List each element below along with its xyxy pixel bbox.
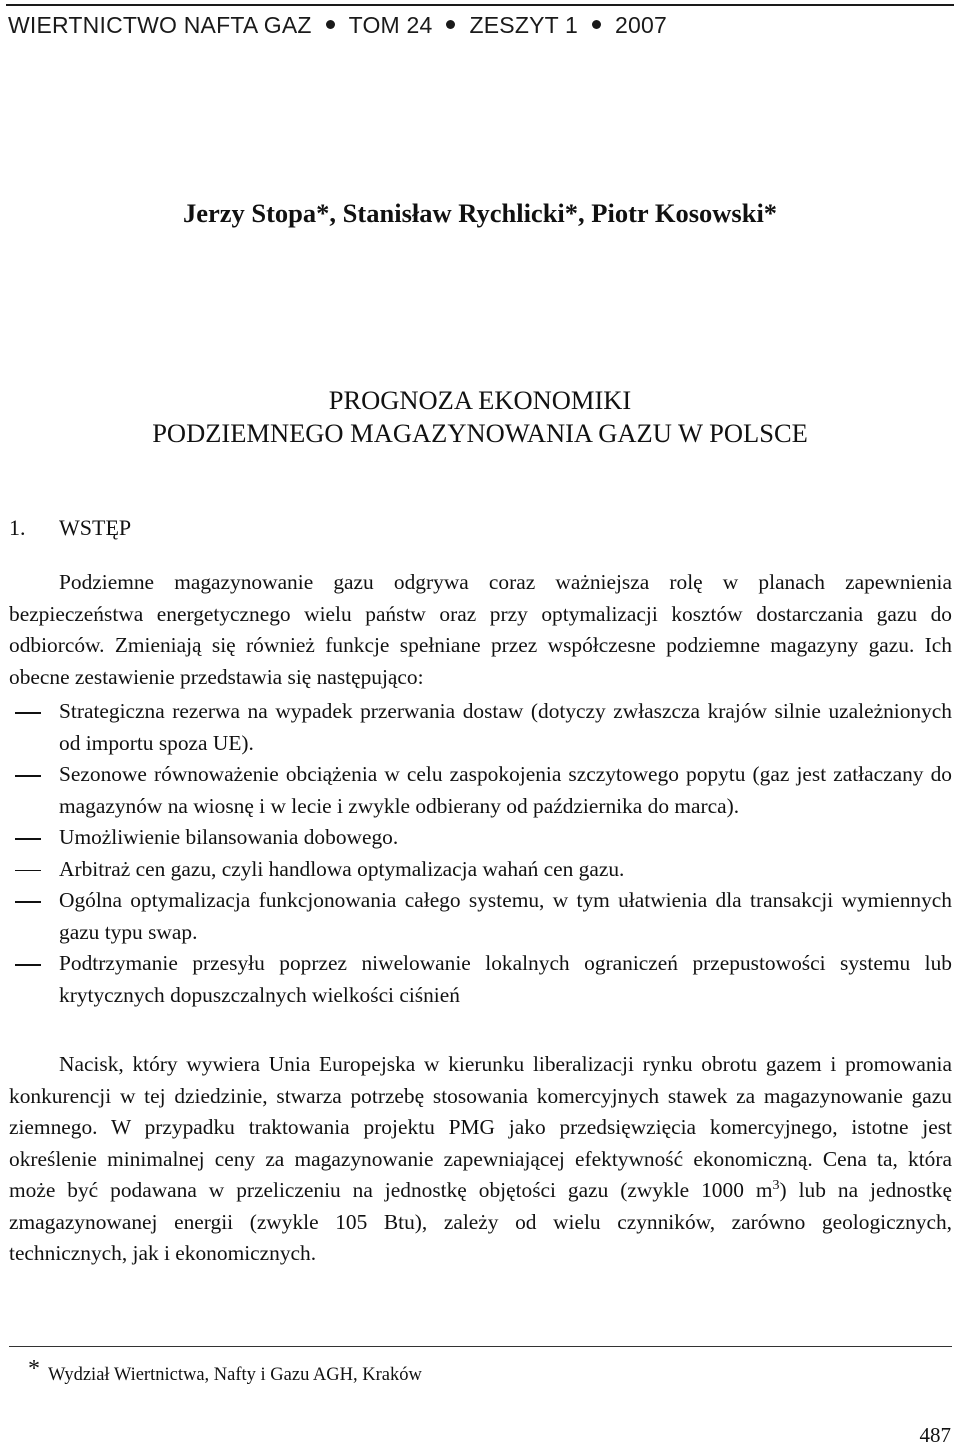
bullet-dot-icon bbox=[326, 20, 335, 29]
bullet-dot-icon bbox=[446, 20, 455, 29]
list-item bbox=[9, 854, 952, 886]
list-item bbox=[9, 948, 952, 1011]
title-line-2: PODZIEMNEGO MAGAZYNOWANIA GAZU W POLSCE bbox=[152, 418, 808, 448]
intro-paragraph bbox=[9, 567, 952, 693]
section-title: WSTĘP bbox=[59, 515, 132, 540]
dash-icon bbox=[15, 964, 41, 966]
footnote-mark: * bbox=[28, 1356, 40, 1382]
dash-icon bbox=[15, 838, 41, 840]
paragraph-part: Nacisk, który wywiera Unia Europejska w kierunku liberalizacji rynku obrotu gazem i promowania konkurencji w tej dziedzinie, stwarza potrzebę stosowania komercyjnych stawek za magazynowanie gazu ziemnego. W przypadku traktowania projektu PMG jako przedsięwzięcia komercyjnego, istotne jest określenie minimalnej ceny za magazynowanie zapewniającej efektywność ekonomiczną. Cena ta, która może być podawana w przeliczeniu na jednostkę objętości gazu (zwykle 1000 m bbox=[9, 1052, 952, 1202]
title-line-1: PROGNOZA EKONOMIKI bbox=[328, 385, 632, 415]
second-paragraph bbox=[9, 1049, 952, 1270]
issue: ZESZYT 1 bbox=[469, 12, 579, 38]
list-item-text: Ogólna optymalizacja funkcjonowania całego systemu, w tym ułatwienia dla transakcji wymiennych gazu typu swap. bbox=[59, 888, 952, 944]
bullet-dot-icon bbox=[592, 20, 601, 29]
running-header bbox=[8, 10, 667, 40]
footnote-text: Wydział Wiertnictwa, Nafty i Gazu AGH, Kraków bbox=[48, 1365, 422, 1385]
functions-list bbox=[9, 696, 952, 1011]
footnote bbox=[28, 1358, 422, 1390]
authors: Jerzy Stopa*, Stanisław Rychlicki*, Piotr Kosowski* bbox=[182, 198, 778, 228]
dash-icon bbox=[15, 712, 41, 714]
list-item bbox=[9, 696, 952, 759]
list-item-text: Umożliwienie bilansowania dobowego. bbox=[59, 825, 399, 849]
journal-name: WIERTNICTWO NAFTA GAZ bbox=[8, 12, 312, 38]
list-item bbox=[9, 759, 952, 822]
paragraph-part: ) lub na jednostkę zmagazynowanej energii (zwykle 105 Btu), zależy od wielu czynników, zarówno geologicznych, technicznych, jak i ekonomicznych. bbox=[9, 1178, 952, 1265]
list-item-text: Sezonowe równoważenie obciążenia w celu zaspokojenia szczytowego popytu (gaz jest zatłaczany do magazynów na wiosnę i w lecie i zwykle odbierany od października do marca). bbox=[59, 762, 952, 818]
dash-icon bbox=[15, 775, 41, 777]
year: 2007 bbox=[615, 12, 667, 38]
dash-icon bbox=[15, 901, 41, 903]
list-item-text: Podtrzymanie przesyłu poprzez niwelowanie lokalnych ograniczeń przepustowości systemu lub krytycznych dopuszczalnych wielkości ciśnień bbox=[59, 951, 952, 1007]
page-number: 487 bbox=[919, 1423, 951, 1447]
dash-icon bbox=[15, 870, 41, 872]
footnote-rule bbox=[9, 1346, 952, 1347]
section-number: 1. bbox=[9, 515, 26, 540]
superscript: 3 bbox=[772, 1177, 780, 1193]
header-rule bbox=[6, 4, 954, 6]
volume: TOM 24 bbox=[348, 12, 433, 38]
list-item bbox=[9, 822, 952, 854]
list-item bbox=[9, 885, 952, 948]
list-item-text: Arbitraż cen gazu, czyli handlowa optymalizacja wahań cen gazu. bbox=[59, 856, 625, 881]
paragraph-text bbox=[9, 1049, 952, 1270]
list-item-text: Strategiczna rezerwa na wypadek przerwania dostaw (dotyczy zwłaszcza krajów silnie uzależnionych od importu spoza UE). bbox=[59, 699, 952, 755]
article-title bbox=[0, 384, 960, 450]
intro-text: Podziemne magazynowanie gazu odgrywa coraz ważniejsza rolę w planach zapewnienia bezpieczeństwa energetycznego wielu państw oraz przy optymalizacji kosztów dostarczania gazu do odbiorców. Zmieniają się również funkcje spełniane przez współczesne podziemne magazyny gazu. Ich obecne zestawienie przedstawia się następująco: bbox=[9, 570, 952, 689]
section-heading bbox=[9, 512, 131, 544]
